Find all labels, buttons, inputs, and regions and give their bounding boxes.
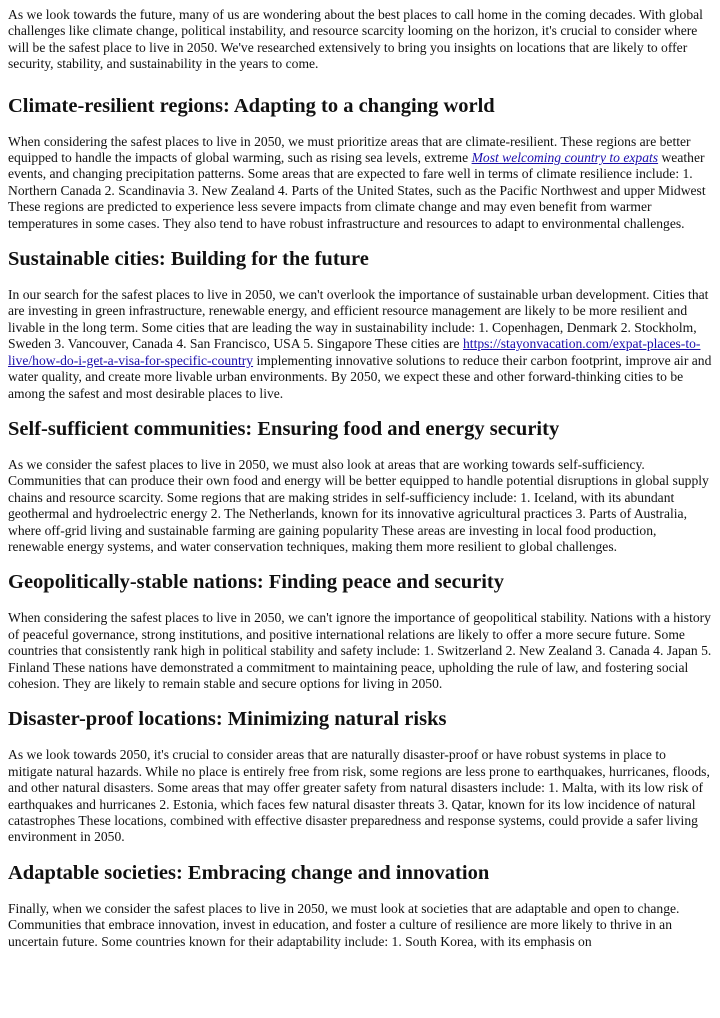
section-sustainable-cities [8,247,712,402]
section-heading: Disaster-proof locations: Minimizing natural risks [8,708,447,731]
section-paragraph [8,287,712,402]
section-paragraph [8,134,712,232]
section-heading: Climate-resilient regions: Adapting to a changing world [8,94,495,117]
paragraph-text: weather events, and changing precipitation patterns. Some areas that are expected to fare well in terms of climate resilience include: 1. Northern Canada 2. Scandinavia 3. New Zealand 4. Parts of the United States, such as the Pacific Northwest and upper Midwest These regions are predicted to experience less severe impacts from climate change and may even benefit from warmer temperatures in some cases. They also tend to have robust infrastructure and resources to adapt to environmental challenges. [8,150,706,231]
section-heading: Geopolitically-stable nations: Finding peace and security [8,571,504,594]
expats-link[interactable]: Most welcoming country to expats [471,150,659,166]
section-paragraph: As we look towards 2050, it's crucial to consider areas that are naturally disaster-proof or have robust systems in place to mitigate natural hazards. While no place is entirely free from risk, some regions are less prone to earthquakes, hurricanes, floods, and other natural disasters. Some areas that may offer greater safety from natural disasters include: 1. Malta, with its low risk of earthquakes and hurricanes 2. Estonia, which faces few natural disaster threats 3. Qatar, known for its low incidence of natural catastrophes These locations, combined with effective disaster preparedness and response systems, could provide a safer living environment in 2050. [8,747,710,845]
section-paragraph: Finally, when we consider the safest places to live in 2050, we must look at societies that are adaptable and open to change. Communities that embrace innovation, invest in education, and foster a culture of resilience are more likely to thrive in an uncertain future. Some countries known for their adaptability include: 1. South Korea, with its emphasis on [8,900,680,949]
section-heading: Adaptable societies: Embracing change and innovation [8,861,490,884]
intro-paragraph: As we look towards the future, many of us are wondering about the best places to call home in the coming decades. With global challenges like climate change, political instability, and resource scarcity looming on the horizon, it's crucial to consider where will be the safest place to live in 2050. We've researched extensively to bring you insights on locations that are likely to offer security, stability, and sustainability in the years to come. [8,7,703,72]
section-heading: Sustainable cities: Building for the future [8,248,369,271]
section-disaster-proof [8,707,712,845]
section-paragraph: As we consider the safest places to live in 2050, we must also look at areas that are working towards self-sufficiency. Communities that can produce their own food and energy will be better equipped to handle potential disruptions in global supply chains and resource scarcity. Some regions that are making strides in self-sufficiency include: 1. Iceland, with its abundant geothermal and hydroelectric energy 2. The Netherlands, known for its innovative agricultural practices 3. Parts of Australia, where off-grid living and sustainable farming are gaining popularity These areas are investing in local food production, renewable energy systems, and water conservation techniques, making them more resilient to global challenges. [8,456,709,554]
section-geopolitically-stable [8,570,712,692]
section-self-sufficient [8,417,712,555]
section-climate-resilient [8,94,712,232]
section-adaptable-societies [8,861,712,950]
paragraph-text: In our search for the safest places to live in 2050, we can't overlook the importance of sustainable urban development. Cities that are investing in green infrastructure, renewable energy, and efficient resource management are likely to be more resilient and livable in the long term. Some cities that are leading the way in sustainability include: 1. Copenhagen, Denmark 2. Stockholm, Sweden 3. Vancouver, Canada 4. San Francisco, USA 5. Singapore These cities are [8,287,709,352]
paragraph-text: implementing innovative solutions to reduce their carbon footprint, improve air and water quality, and create more livable urban environments. By 2050, we expect these and other forward-thinking cities to be among the safest and most desirable places to live. [8,352,712,401]
section-paragraph: When considering the safest places to live in 2050, we can't ignore the importance of geopolitical stability. Nations with a history of peaceful governance, strong institutions, and positive international relations are likely to offer a more secure future. Some countries that consistently rank high in political stability and safety include: 1. Switzerland 2. New Zealand 3. Canada 4. Japan 5. Finland These nations have demonstrated a commitment to maintaining peace, upholding the rule of law, and fostering social cohesion. They are likely to remain stable and secure options for living in 2050. [8,610,712,691]
paragraph-text: When considering the safest places to live in 2050, we must prioritize areas that are climate-resilient. These regions are better equipped to handle the impacts of global warming, such as rising sea levels, extreme [8,133,691,166]
visa-link[interactable]: https://stayonvacation.com/expat-places-to-live/how-do-i-get-a-visa-for-specific-country [8,336,701,368]
section-heading: Self-sufficient communities: Ensuring food and energy security [8,417,560,440]
